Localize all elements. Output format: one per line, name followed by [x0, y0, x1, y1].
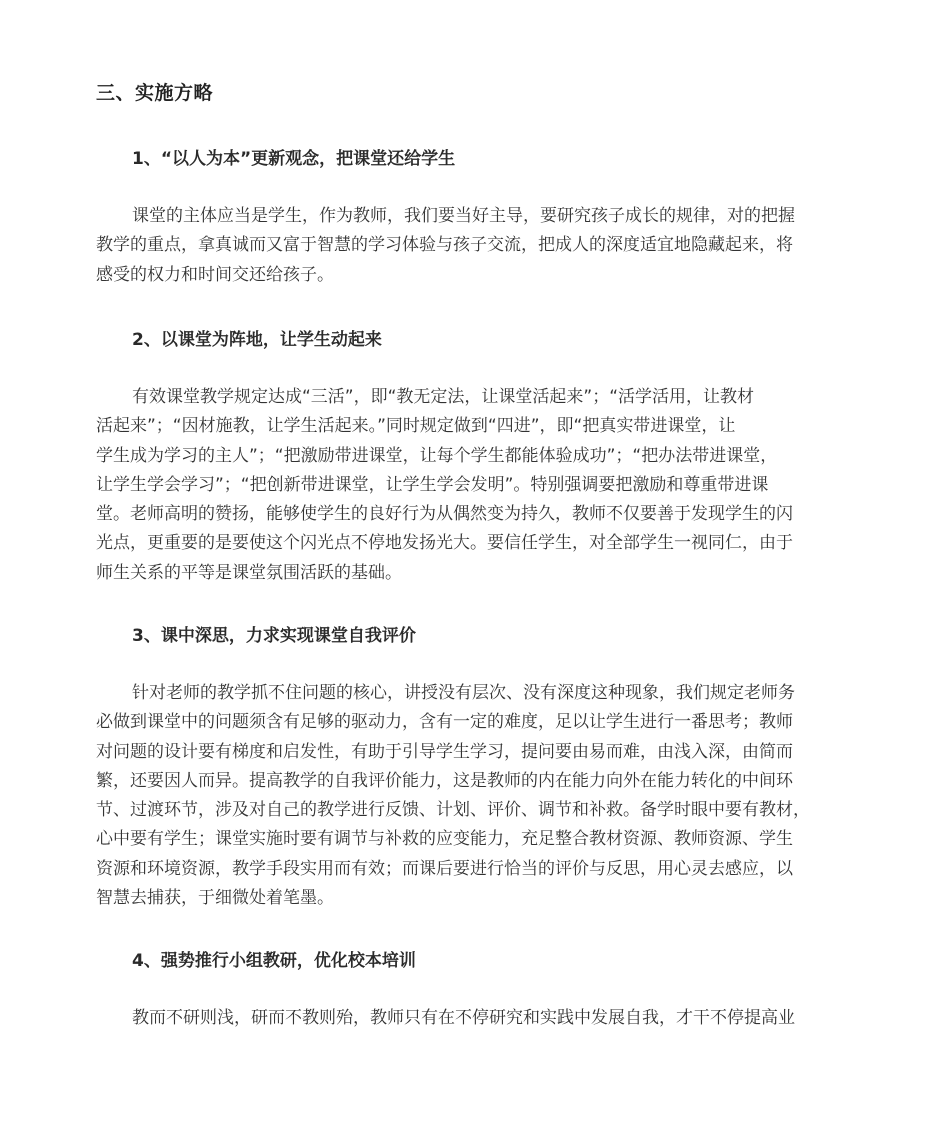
paragraph-4 [96, 1004, 858, 1033]
subsection-heading-4: 4、强势推行小组教研，优化校本培训 [132, 951, 416, 971]
paragraph-2 [96, 383, 858, 588]
paragraph-line: 节、过渡环节，涉及对自己的教学进行反馈、计划、评价、调节和补救。备学时眼中要有教材， [96, 800, 810, 821]
paragraph-line: 繁，还要因人而异。提高教学的自我评价能力，这是教师的内在能力向外在能力转化的中间环 [96, 770, 793, 791]
paragraph-line: 学生成为学习的主人”；“把激励带进课堂，让每个学生都能体验成功”；“把办法带进课堂， [96, 445, 778, 466]
paragraph-line: 师生关系的平等是课堂氛围活跃的基础。 [96, 562, 402, 583]
paragraph-line: 有效课堂教学规定达成“三活”，即“教无定法，让课堂活起来”；“活学活用，让教材 [132, 387, 755, 407]
paragraph-1 [96, 202, 858, 290]
paragraph-3 [96, 679, 858, 913]
paragraph-line: 必做到课堂中的问题须含有足够的驱动力，含有一定的难度，足以让学生进行一番思考；教师 [96, 712, 793, 733]
paragraph-line: 让学生学会学习”；“把创新带进课堂，让学生学会发明”。特别强调要把激励和尊重带进课 [96, 474, 769, 495]
paragraph-line: 光点，更重要的是要使这个闪光点不停地发扬光大。要信任学生，对全部学生一视同仁，由于 [96, 533, 793, 554]
paragraph-line: 教而不研则浅，研而不教则殆，教师只有在不停研究和实践中发展自我，才干不停提高业 [132, 1008, 795, 1028]
paragraph-line: 心中要有学生；课堂实施时要有调节与补救的应变能力，充足整合教材资源、教师资源、学生 [96, 829, 793, 850]
paragraph-line: 教学的重点，拿真诚而又富于智慧的学习体验与孩子交流，把成人的深度适宜地隐藏起来，将 [96, 235, 793, 256]
paragraph-line: 感受的权力和时间交还给孩子。 [96, 264, 334, 285]
paragraph-line: 智慧去捕获，于细微处着笔墨。 [96, 888, 334, 909]
paragraph-line: 资源和环境资源，教学手段实用而有效；而课后要进行恰当的评价与反思，用心灵去感应，以 [96, 858, 793, 879]
paragraph-line: 堂。老师高明的赞扬，能够使学生的良好行为从偶然变为持久，教师不仅要善于发现学生的闪 [96, 504, 793, 525]
paragraph-line: 课堂的主体应当是学生，作为教师，我们要当好主导，要研究孩子成长的规律，对的把握 [132, 206, 795, 226]
paragraph-line: 对问题的设计要有梯度和启发性，有助于引导学生学习，提问要由易而难，由浅入深，由简而 [96, 741, 793, 762]
subsection-heading-3: 3、课中深思，力求实现课堂自我评价 [132, 626, 416, 646]
paragraph-line: 针对老师的教学抓不住问题的核心，讲授没有层次、没有深度这种现象，我们规定老师务 [132, 683, 795, 703]
paragraph-line: 活起来”；“因材施教，让学生活起来。”同时规定做到“四进”，即“把真实带进课堂，让 [96, 416, 736, 437]
subsection-heading-1: 1、“以人为本”更新观念，把课堂还给学生 [132, 149, 456, 169]
section-title: 三、实施方略 [96, 82, 214, 104]
subsection-heading-2: 2、以课堂为阵地，让学生动起来 [132, 330, 382, 350]
